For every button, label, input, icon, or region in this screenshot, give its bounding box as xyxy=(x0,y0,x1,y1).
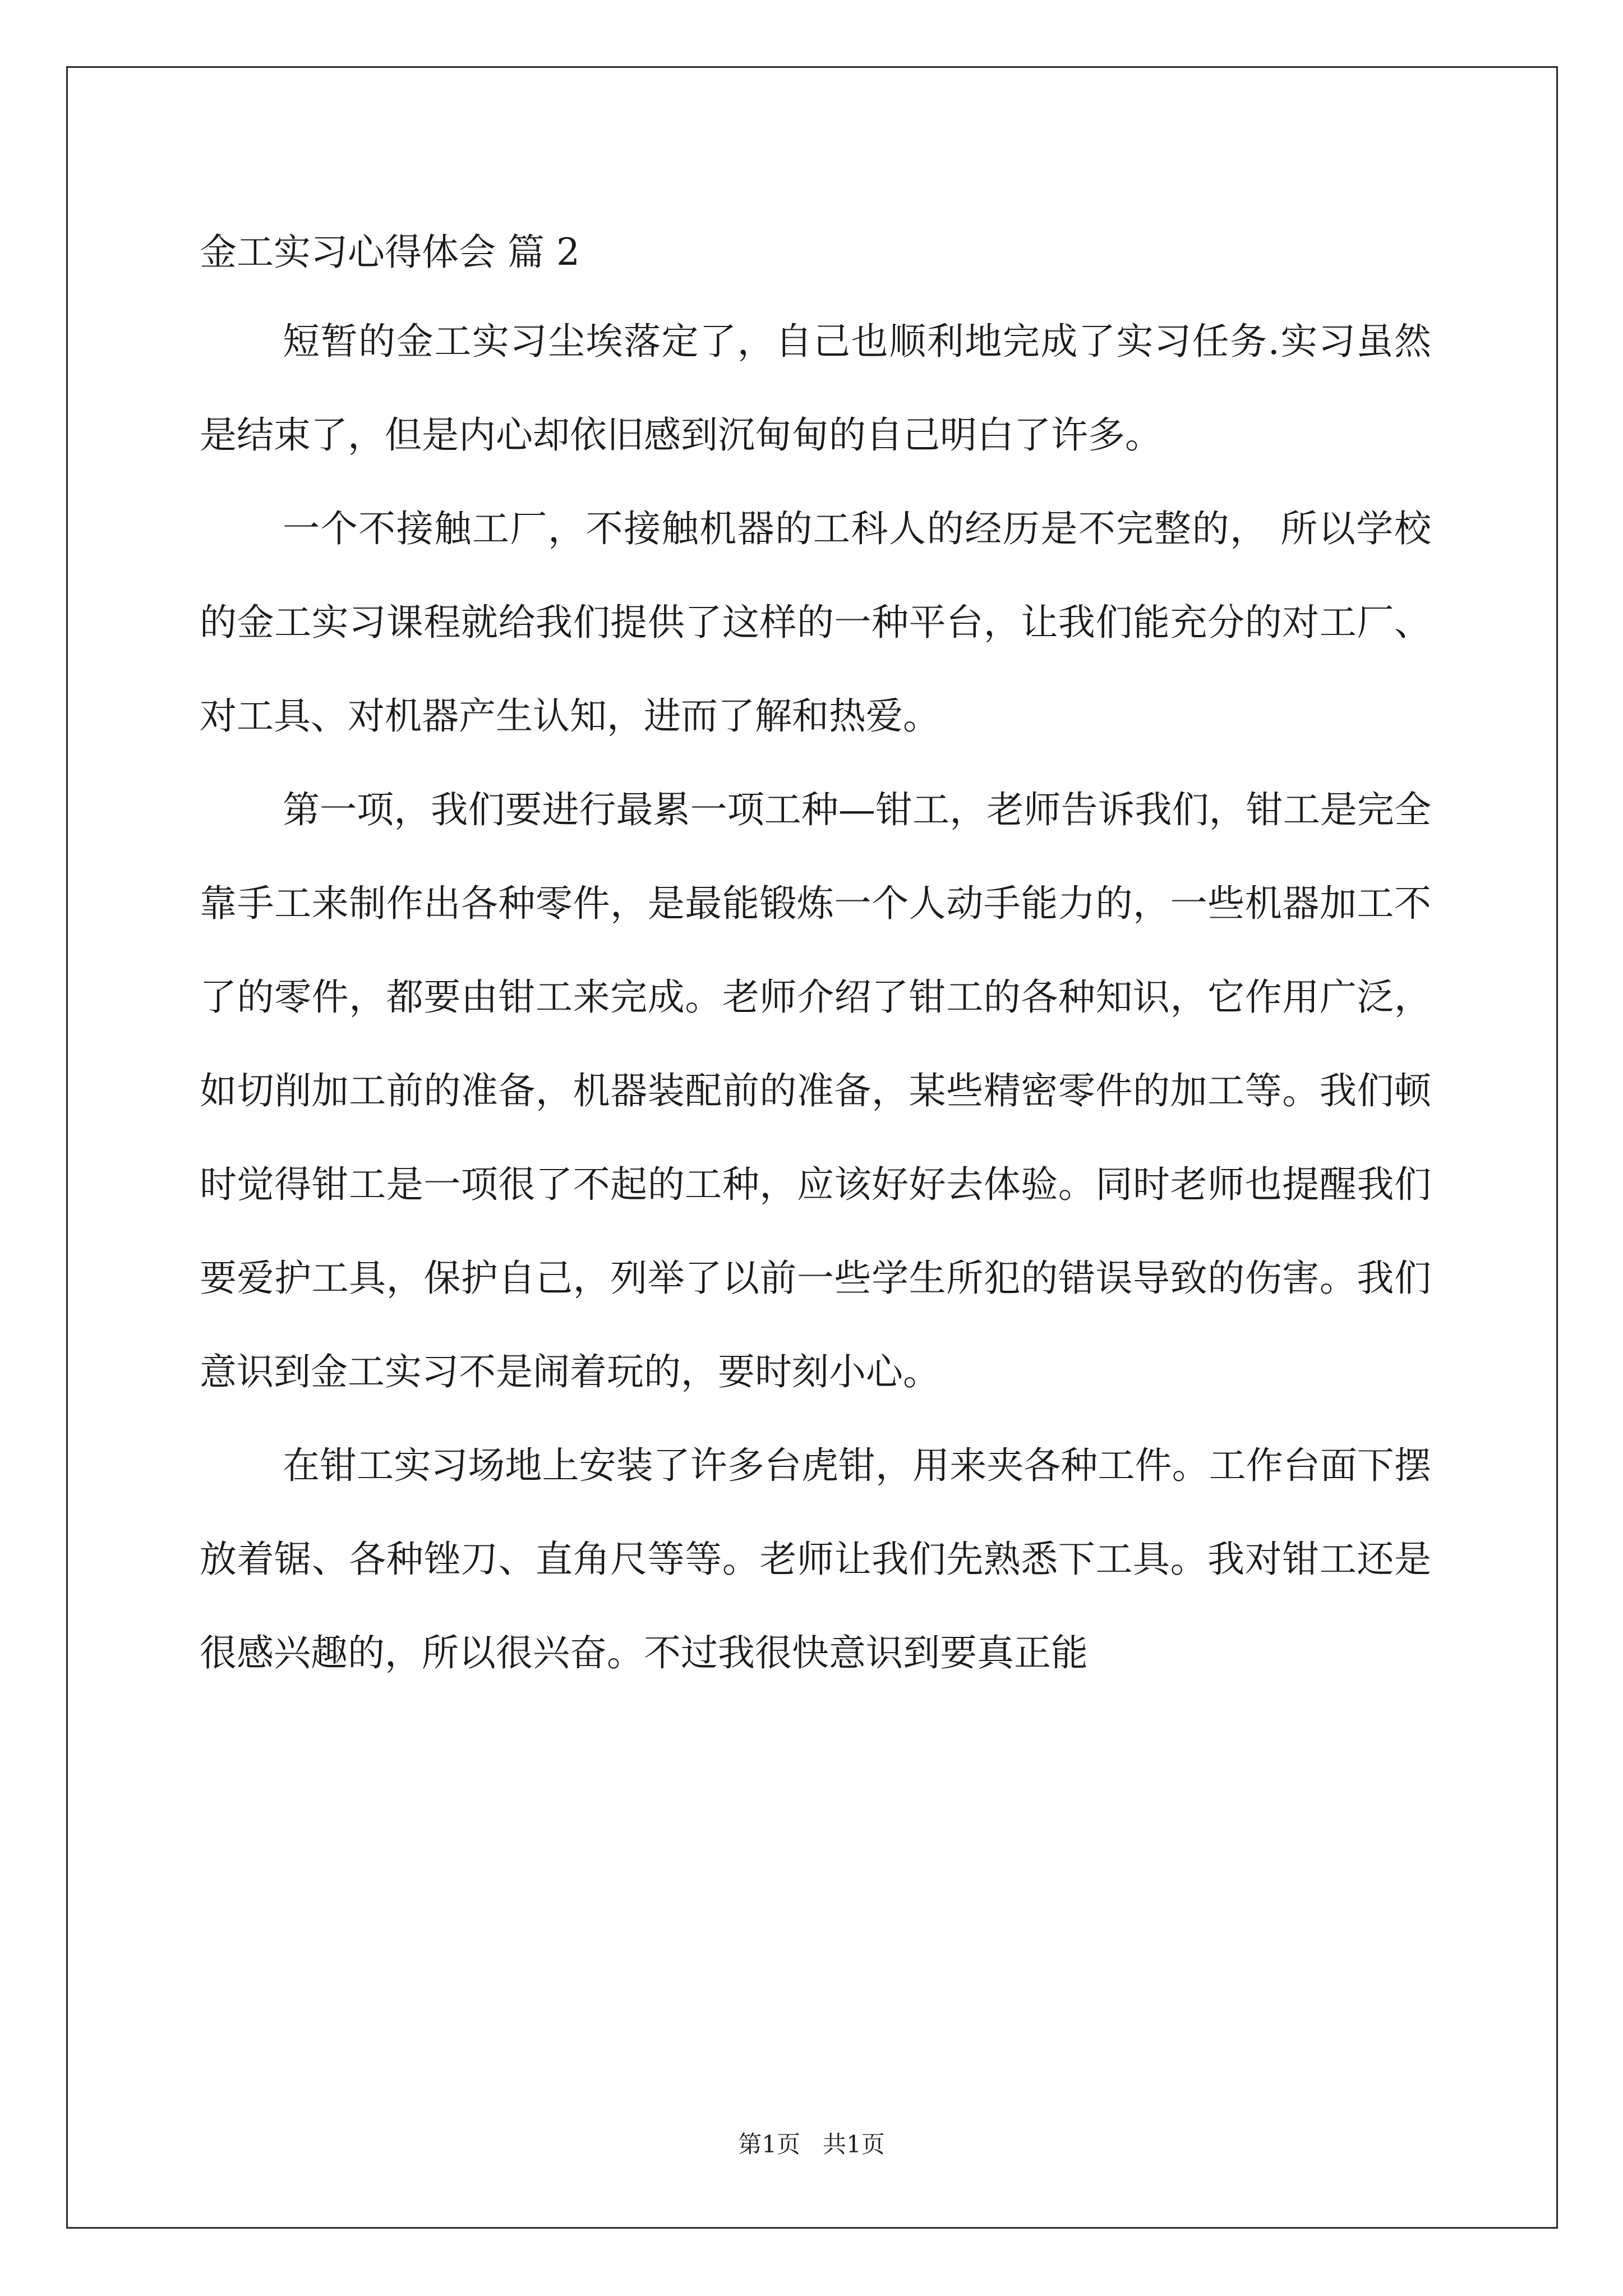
paragraph-4: 在钳工实习场地上安装了许多台虎钳，用来夹各种工件。工作台面下摆放着锯、各种锉刀、直角尺等等。老师让我们先熟悉下工具。我对钳工还是很感兴趣的，所以很兴奋。不过我很快意识到要真正能 xyxy=(200,1444,1431,1674)
page-number-footer: 第1页 共1页 xyxy=(738,2131,885,2158)
document-title: 金工实习心得体会 篇 2 xyxy=(200,231,580,274)
document-body xyxy=(200,222,1431,1700)
paragraph-1: 短暂的金工实习尘埃落定了，自己也顺利地完成了实习任务.实习虽然是结束了，但是内心却依旧感到沉甸甸的自己明白了许多。 xyxy=(200,320,1431,457)
paragraph-2: 一个不接触工厂，不接触机器的工科人的经历是不完整的， 所以学校的金工实习课程就给我们提供了这样的一种平台，让我们能充分的对工厂、对工具、对机器产生认知，进而了解和热爱。 xyxy=(200,507,1431,738)
paragraph-3: 第一项，我们要进行最累一项工种—钳工，老师告诉我们，钳工是完全靠手工来制作出各种零件，是最能锻炼一个人动手能力的，一些机器加工不了的零件，都要由钳工来完成。老师介绍了钳工的各种知识，它作用广泛，如切削加工前的准备，机器装配前的准备，某些精密零件的加工等。我们顿时觉得钳工是一项很了不起的工种，应该好好去体验。同时老师也提醒我们要爱护工具，保护自己，列举了以前一些学生所犯的错误导致的伤害。我们意识到金工实习不是闹着玩的，要时刻小心。 xyxy=(200,788,1431,1393)
